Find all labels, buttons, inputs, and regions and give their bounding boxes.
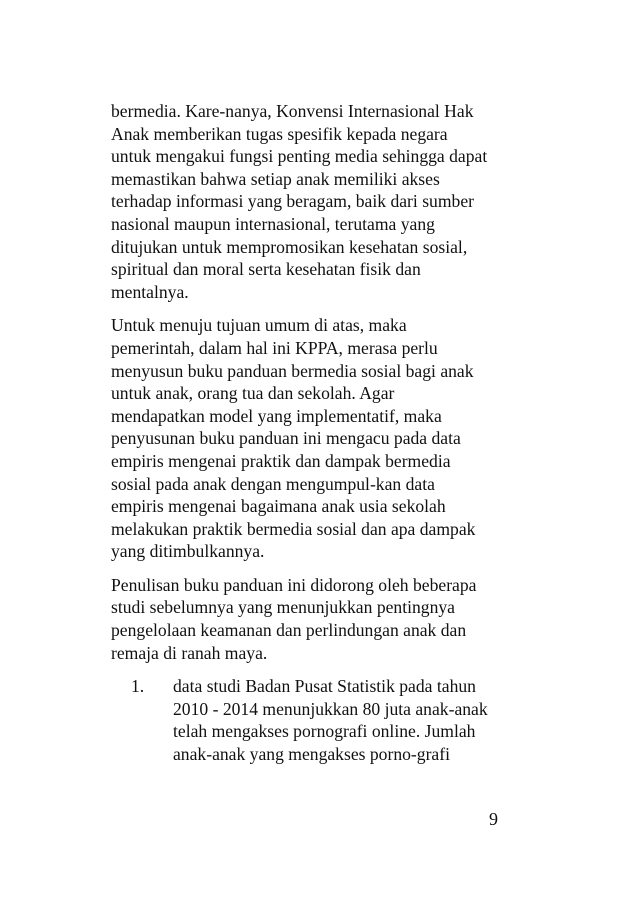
- text-line: memastikan bahwa setiap anak memiliki akses: [111, 168, 440, 189]
- text-line: pengelolaan keamanan dan perlindungan anak dan: [111, 620, 467, 641]
- text-line: pemerintah, dalam hal ini KPPA, merasa perlu: [111, 337, 438, 358]
- text-line: empiris mengenai bagaimana anak usia sekolah: [111, 496, 446, 517]
- text-line: telah mengakses pornografi online. Jumlah: [173, 721, 476, 742]
- text-line: 2010 - 2014 menunjukkan 80 juta anak-anak: [173, 698, 488, 719]
- text-line: nasional maupun internasional, terutama yang: [111, 213, 435, 234]
- text-line: Anak memberikan tugas spesifik kepada negara: [111, 123, 448, 144]
- text-line: penyusunan buku panduan ini mengacu pada data: [111, 428, 461, 449]
- text-line: empiris mengenai praktik dan dampak bermedia: [111, 450, 451, 471]
- text-line: Untuk menuju tujuan umum di atas, maka: [111, 315, 407, 336]
- text-line: ditujukan untuk mempromosikan kesehatan sosial,: [111, 236, 468, 257]
- text-line: studi sebelumnya yang menunjukkan pentingnya: [111, 597, 455, 618]
- paragraph-2: [111, 314, 521, 563]
- page-number: 9: [489, 809, 498, 829]
- numbered-list: [111, 675, 521, 765]
- paragraph-3: [111, 574, 521, 664]
- text-line: yang ditimbulkannya.: [111, 541, 265, 562]
- text-line: mendapatkan model yang implementatif, maka: [111, 405, 442, 426]
- text-line: remaja di ranah maya.: [111, 642, 268, 663]
- text-line: bermedia. Kare-nanya, Konvensi Internasional Hak: [111, 101, 474, 121]
- text-line: spiritual dan moral serta kesehatan fisik dan: [111, 259, 421, 280]
- list-item: [111, 675, 521, 765]
- text-line: mentalnya.: [111, 281, 189, 302]
- list-item-body: [173, 675, 521, 765]
- paragraph-1: [111, 100, 521, 303]
- body-text: [111, 100, 521, 766]
- text-line: melakukan praktik bermedia sosial dan apa dampak: [111, 518, 476, 539]
- list-item-number: 1.: [131, 676, 145, 697]
- text-line: menyusun buku panduan bermedia sosial bagi anak: [111, 360, 474, 381]
- text-line: untuk anak, orang tua dan sekolah. Agar: [111, 383, 395, 404]
- text-line: Penulisan buku panduan ini didorong oleh beberapa: [111, 574, 477, 595]
- text-line: data studi Badan Pusat Statistik pada tahun: [173, 676, 476, 697]
- text-line: anak-anak yang mengakses porno-grafi: [173, 744, 450, 765]
- text-line: untuk mengakui fungsi penting media sehingga dapat: [111, 146, 488, 167]
- text-line: sosial pada anak dengan mengumpul-kan data: [111, 473, 435, 494]
- text-line: terhadap informasi yang beragam, baik dari sumber: [111, 191, 474, 212]
